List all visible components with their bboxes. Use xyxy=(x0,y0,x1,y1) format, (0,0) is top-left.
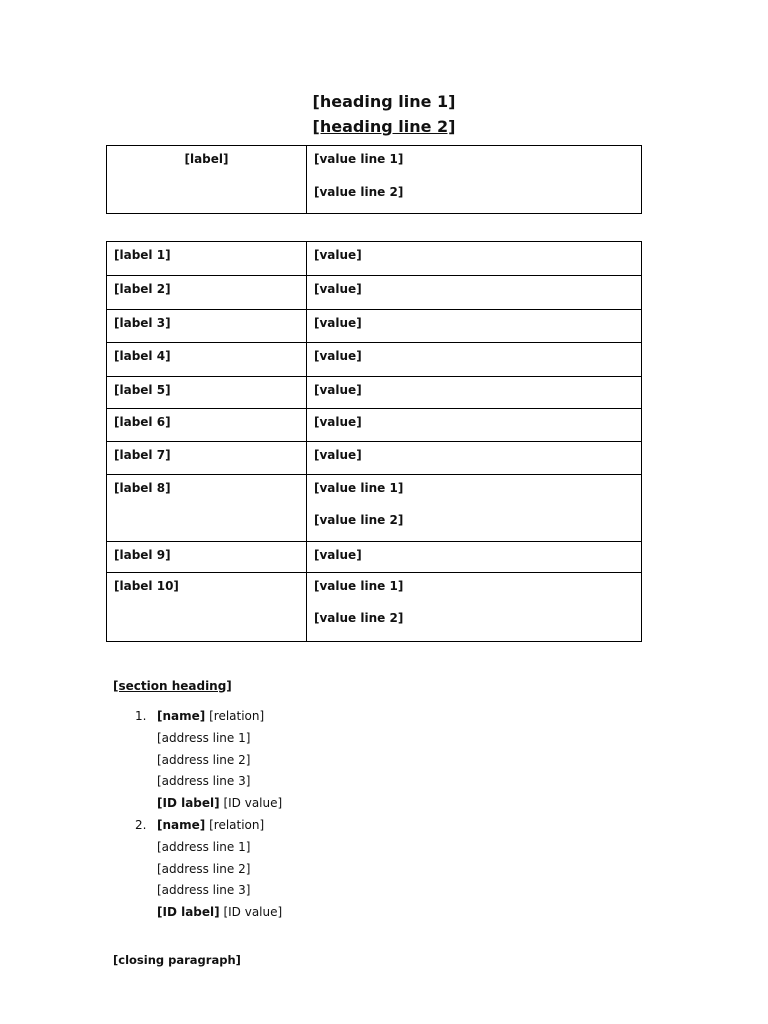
list-item xyxy=(135,706,635,815)
date-value xyxy=(307,146,642,214)
buyer-address-line: [address line 2] xyxy=(157,861,251,876)
detail-label: [label 4] xyxy=(107,343,307,377)
buyer-address-line: [address line 2] xyxy=(157,752,251,767)
buyer-address-line: [address line 3] xyxy=(157,774,251,789)
detail-label: [label 7] xyxy=(107,442,307,475)
table-row xyxy=(107,409,642,442)
detail-value-line: [value line 1] xyxy=(314,579,404,593)
detail-value: [value] xyxy=(307,542,642,573)
detail-label: [label 6] xyxy=(107,409,307,442)
detail-value-line: [value line 1] xyxy=(314,481,404,495)
detail-value: [value] xyxy=(307,343,642,377)
detail-value: [value] xyxy=(307,409,642,442)
table-row xyxy=(107,242,642,276)
detail-label: [label 2] xyxy=(107,276,307,310)
buyer-address-line: [address line 1] xyxy=(157,730,251,745)
detail-label: [label 10] xyxy=(107,573,307,642)
pan-value: [ID value] xyxy=(223,905,283,920)
document-invocation: [heading line 1] xyxy=(312,92,456,111)
property-details-table xyxy=(106,241,642,642)
detail-value-line: [value line 2] xyxy=(314,611,404,625)
buyer-pan-line xyxy=(157,902,635,924)
detail-label: [label 8] xyxy=(107,475,307,542)
date-value-line: [value line 1] xyxy=(314,152,404,166)
date-value-line: [value line 2] xyxy=(314,185,404,199)
buyer-name: [name] xyxy=(157,709,206,723)
buyer-pan-line xyxy=(157,793,635,815)
pan-label: [ID label] xyxy=(157,905,220,920)
table-row xyxy=(107,377,642,409)
table-row xyxy=(107,442,642,475)
table-row xyxy=(107,276,642,310)
detail-value: [value] xyxy=(307,377,642,409)
table-row xyxy=(107,343,642,377)
document-title: [heading line 2] xyxy=(312,117,456,136)
detail-label: [label 1] xyxy=(107,242,307,276)
list-number: 1. xyxy=(135,709,147,723)
detail-label: [label 9] xyxy=(107,542,307,573)
list-item xyxy=(135,815,635,924)
detail-label: [label 3] xyxy=(107,310,307,343)
detail-label: [label 5] xyxy=(107,377,307,409)
buyers-list xyxy=(135,706,635,924)
date-table xyxy=(106,145,642,214)
list-number: 2. xyxy=(135,817,147,832)
buyer-name-line xyxy=(157,706,635,728)
table-row xyxy=(107,475,642,542)
table-row xyxy=(107,573,642,642)
detail-value: [value] xyxy=(307,310,642,343)
buyer-name-line xyxy=(157,815,635,837)
detail-value xyxy=(307,475,642,542)
buyers-heading: [section heading] xyxy=(113,679,232,693)
detail-value-line: [value line 2] xyxy=(314,513,404,527)
table-row xyxy=(107,542,642,573)
buyer-address-line: [address line 3] xyxy=(157,883,251,898)
pan-value: [ID value] xyxy=(223,796,283,811)
buyer-relation: [relation] xyxy=(209,709,265,723)
closing-note: [closing paragraph] xyxy=(113,953,241,967)
detail-value xyxy=(307,573,642,642)
buyer-relation: [relation] xyxy=(209,817,265,832)
detail-value: [value] xyxy=(307,276,642,310)
detail-value: [value] xyxy=(307,442,642,475)
date-label: [label] xyxy=(107,146,307,214)
buyer-name: [name] xyxy=(157,817,206,832)
table-row xyxy=(107,310,642,343)
table-row xyxy=(107,146,642,214)
pan-label: [ID label] xyxy=(157,796,220,811)
buyer-address-line: [address line 1] xyxy=(157,839,251,854)
detail-value: [value] xyxy=(307,242,642,276)
